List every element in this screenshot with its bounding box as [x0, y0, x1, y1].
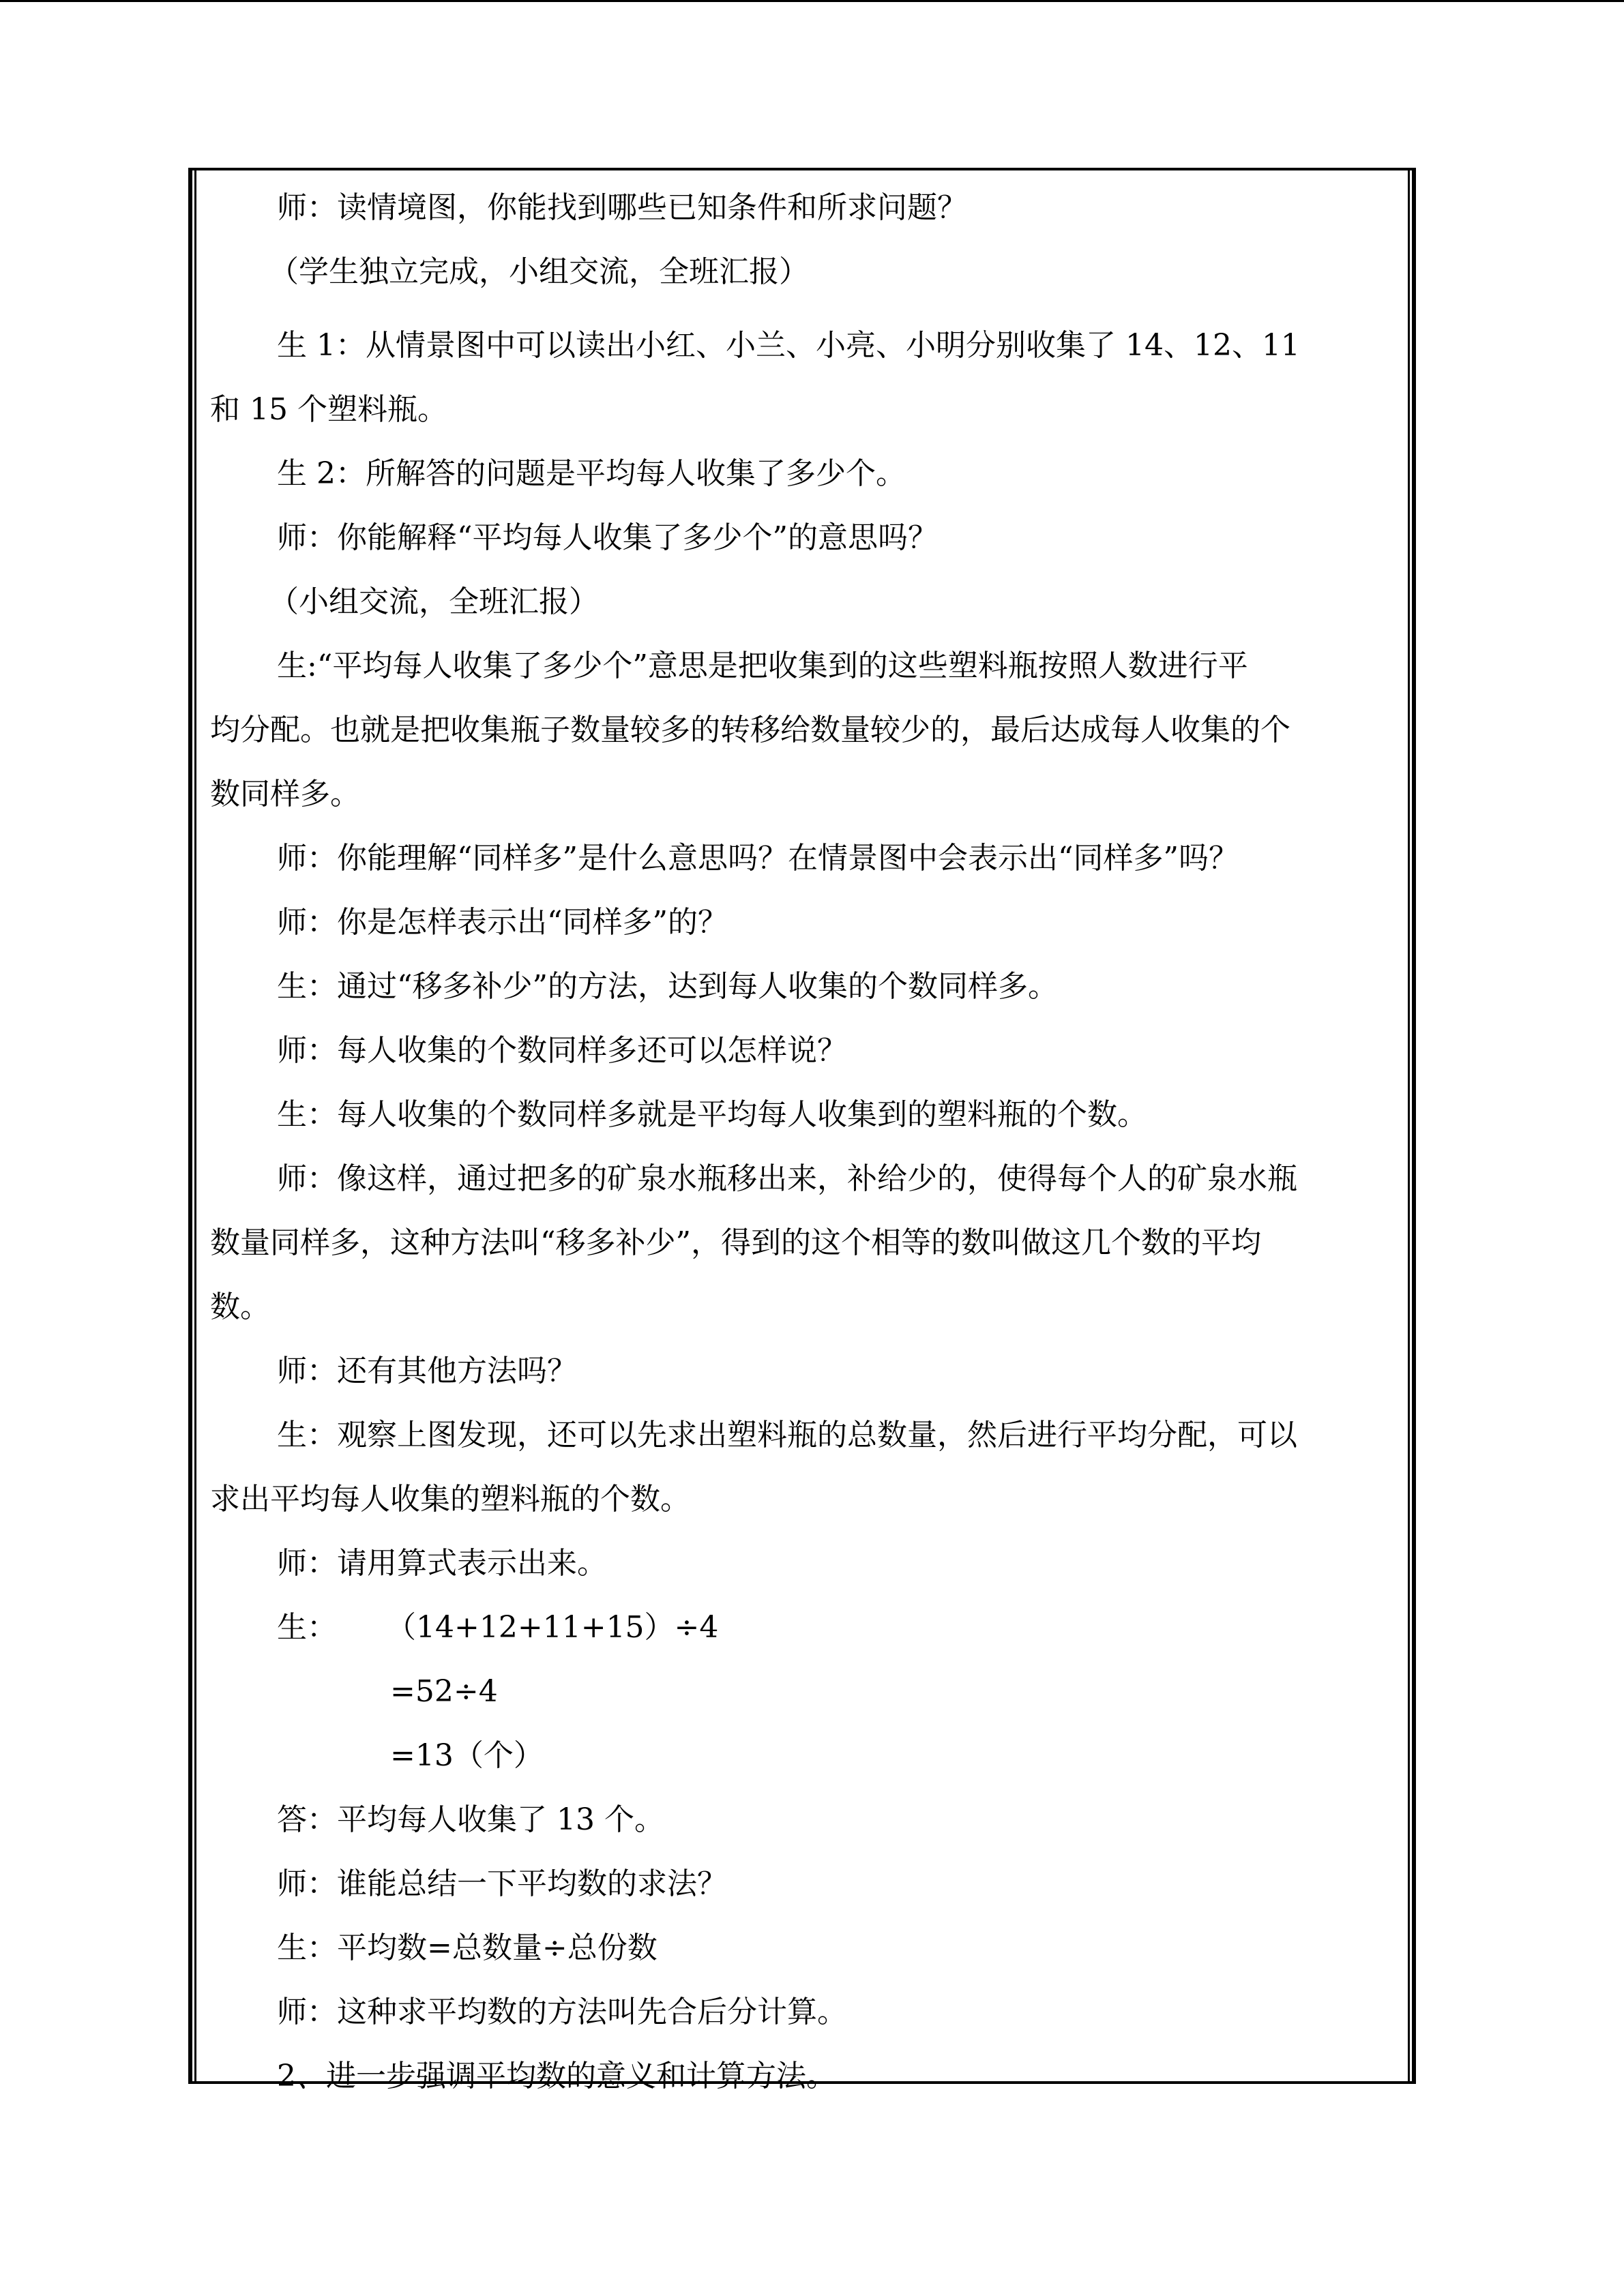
dialogue-line: 生：观察上图发现，还可以先求出塑料瓶的总数量，然后进行平均分配，可以 — [277, 1418, 1297, 1452]
dialogue-line: 和 15 个塑料瓶。 — [210, 392, 447, 427]
dialogue-line: 生：通过“移多补少”的方法，达到每人收集的个数同样多。 — [277, 969, 1058, 1004]
dialogue-line: 生:“平均每人收集了多少个”意思是把收集到的这些塑料瓶按照人数进行平 — [277, 648, 1248, 683]
lesson-dialogue — [210, 176, 1394, 2108]
page-top-rule — [0, 0, 1624, 2]
dialogue-line: 均分配。也就是把收集瓶子数量较多的转移给数量较少的，最后达成每人收集的个 — [210, 713, 1290, 747]
dialogue-line: 师：还有其他方法吗？ — [277, 1354, 577, 1388]
dialogue-line: 求出平均每人收集的塑料瓶的个数。 — [210, 1482, 690, 1517]
dialogue-line: 生 2：所解答的问题是平均每人收集了多少个。 — [277, 456, 906, 491]
dialogue-line: 师：读情境图，你能找到哪些已知条件和所求问题？ — [277, 190, 967, 225]
dialogue-line: 数量同样多，这种方法叫“移多补少”，得到的这个相等的数叫做这几个数的平均 — [210, 1225, 1261, 1260]
calculation-line — [210, 1596, 1394, 1660]
calculation-step: =52÷4 — [390, 1674, 498, 1709]
section-heading: 2、进一步强调平均数的意义和计算方法。 — [277, 2059, 836, 2093]
calculation-result: =13（个） — [390, 1738, 544, 1773]
dialogue-line: 生 1：从情景图中可以读出小红、小兰、小亮、小明分别收集了 14、12、11 — [277, 328, 1300, 363]
formula-line: 生：平均数=总数量÷总份数 — [277, 1930, 658, 1965]
dialogue-line: 师：每人收集的个数同样多还可以怎样说？ — [277, 1033, 847, 1068]
dialogue-line: 师：你能解释“平均每人收集了多少个”的意思吗？ — [277, 520, 938, 555]
dialogue-line: 师：这种求平均数的方法叫先合后分计算。 — [277, 1995, 847, 2029]
dialogue-line: 师：请用算式表示出来。 — [277, 1546, 607, 1581]
calculation-expression: （14+12+11+15）÷4 — [386, 1610, 719, 1645]
dialogue-line: 师：你是怎样表示出“同样多”的？ — [277, 905, 728, 940]
calculation-speaker: 生： — [277, 1610, 337, 1645]
dialogue-line: 师：你能理解“同样多”是什么意思吗？在情景图中会表示出“同样多”吗？ — [277, 841, 1239, 876]
dialogue-line: （小组交流，全班汇报） — [269, 584, 599, 619]
lesson-table-frame — [188, 168, 1416, 2093]
dialogue-line: （学生独立完成，小组交流，全班汇报） — [269, 254, 809, 289]
dialogue-line: 师：谁能总结一下平均数的求法？ — [277, 1866, 727, 1901]
dialogue-line: 数。 — [210, 1289, 270, 1324]
dialogue-line: 数同样多。 — [210, 777, 360, 811]
dialogue-line: 生：每人收集的个数同样多就是平均每人收集到的塑料瓶的个数。 — [277, 1097, 1147, 1132]
answer-line: 答：平均每人收集了 13 个。 — [277, 1802, 664, 1837]
dialogue-line: 师：像这样，通过把多的矿泉水瓶移出来，补给少的，使得每个人的矿泉水瓶 — [277, 1161, 1297, 1196]
